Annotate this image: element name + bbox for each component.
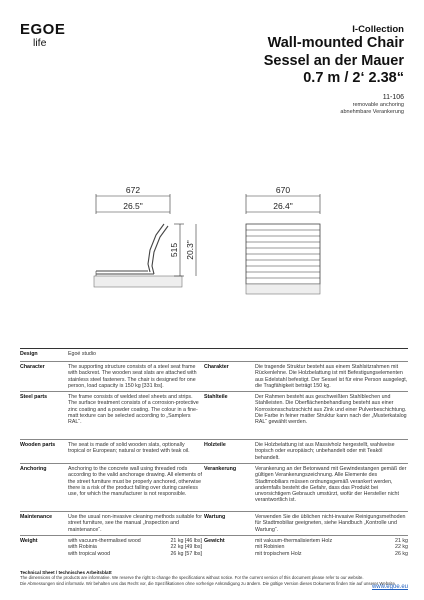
row-label-de: Verankerung xyxy=(204,466,237,472)
maintenance-row xyxy=(20,511,408,535)
note-en: removable anchoring xyxy=(352,101,404,108)
row-label-de: Holzteile xyxy=(204,442,226,448)
row-text-de: Der Rahmen besteht aus geschweißten Stahlblechen und Stahlleisten. Die Oberflächenbehandlung besteht aus einer Korrosionsschutzschicht aus Zink und einer Pulverbeschichtung. Die Farbe in feiner matter Struktur kann nach der „Musterkatalog RAL“ gewählt werden. xyxy=(255,394,407,426)
side-view xyxy=(94,194,196,287)
weight-item: mit vakuum-thermalisiertem Holz 21 kg xyxy=(255,538,408,544)
row-text-de: Die Holzbelattung ist aus Massivholz hergestellt, wahlweise tropisch oder europäisch; unbehandelt oder mit Teaköl behandelt. xyxy=(255,442,395,461)
side-width-mm: 672 xyxy=(125,185,141,195)
brand-name: EGOE xyxy=(20,21,66,38)
height-in: 20.3" xyxy=(185,240,195,260)
product-header xyxy=(144,24,404,116)
row-text-en: The frame consists of welded steel sheets and strips. The surface treatment consists of a corrosion-protective zinc coating and a powder coating. The colour in a fine-matt texture can be selected according to „Samplers RAL“. xyxy=(68,394,199,426)
brand-subname: life xyxy=(33,37,47,49)
note-de: abnehmbare Verankerung xyxy=(340,108,404,115)
row-text-en: The seat is made of solid wooden slats, optionally tropical or European; natural or treated with teak oil. xyxy=(68,442,190,455)
row-label-en: Anchoring xyxy=(20,466,47,472)
front-width-in: 26.4" xyxy=(273,201,293,211)
row-label-en: Wooden parts xyxy=(20,442,56,448)
weight-row xyxy=(20,535,408,562)
weight-label-de: Gewicht xyxy=(204,538,225,544)
height-mm: 515 xyxy=(169,242,179,258)
row-label-de: Charakter xyxy=(204,364,229,370)
front-width-mm: 670 xyxy=(275,185,291,195)
steel-row xyxy=(20,391,408,439)
row-text-de: Verankerung an der Betonwand mit Gewindestangen gemäß der gültigen Verankerungszeichnung. Alle Elemente des Stadtmobiliars müssen ordnungsgemäß verankert werden, andernfalls besteht die Gefahr, dass das Produkt bei unvorsichtigem Gebrauch umstürzt, wofür der Hersteller nicht verantwortlich ist. xyxy=(255,466,407,504)
brand-logo xyxy=(20,22,80,49)
row-label-en: Maintenance xyxy=(20,514,53,520)
row-label-en: Character xyxy=(20,364,45,370)
weight-item: with tropical wood 26 kg [57 lbs] xyxy=(68,550,202,557)
design-row xyxy=(20,348,408,361)
technical-drawing xyxy=(70,180,370,340)
weight-item: with Robinia 22 kg [49 lbs] xyxy=(68,544,202,551)
weight-item: with vacuum-thermalised wood 21 kg [46 lbs] xyxy=(68,538,202,544)
row-text-en: Use the usual non-invasive cleaning methods suitable for street furniture, see the manual „Inspection and maintenance“. xyxy=(68,514,202,533)
design-label: Design xyxy=(20,351,38,357)
weight-label-en: Weight xyxy=(20,538,38,544)
character-row xyxy=(20,361,408,391)
weight-list-en xyxy=(68,538,202,557)
row-text-en: The supporting structure consists of a steel seat frame with backrest. The wooden seat slats are attached with stainless steel fasteners. The chair is designed for one person, load capacity is 150 kg [331 lbs]. xyxy=(68,364,197,389)
website-link[interactable]: www.egoe.eu xyxy=(371,584,408,590)
side-width-in: 26.5" xyxy=(123,201,143,211)
anchoring-row xyxy=(20,463,408,511)
row-label-de: Stahlteile xyxy=(204,394,228,400)
spec-table xyxy=(20,348,408,562)
row-label-de: Wartung xyxy=(204,514,226,520)
weight-list-de xyxy=(255,538,408,557)
weight-item: mit tropischem Holz 26 kg xyxy=(255,550,408,557)
row-text-de: Verwenden Sie die üblichen nicht-invasive Reinigungsmethoden für Stadtmobiliar geeigneten, siehe Handbuch „Kontrolle und Wartung“. xyxy=(255,514,406,533)
row-text-de: Die tragende Struktur besteht aus einem Stahlsitzrahmen mit Rückenlehne. Die Holzbelattung ist mit Befestigungselementen aus Edelstahl befestigt. Der Sessel ist für eine Person ausgelegt, die Tragfähigkeit beträgt 150 kg. xyxy=(255,364,408,389)
row-label-en: Steel parts xyxy=(20,394,48,400)
footer xyxy=(20,570,408,586)
wood-row xyxy=(20,439,408,463)
weight-item: mit Robinien 22 kg xyxy=(255,544,408,551)
collection-name: I-Collection xyxy=(352,24,404,35)
footer-line-en: The dimensions of the products are informative. We reserve the right to change the specifications without notice. For the current version of this document please refer to our website. xyxy=(20,575,364,581)
product-title-de: Sessel an der Mauer xyxy=(263,52,404,69)
product-title-en: Wall-mounted Chair xyxy=(267,35,404,51)
design-value: Egoé studio xyxy=(68,351,96,357)
product-size: 0.7 m / 2‘ 2.38“ xyxy=(303,70,404,86)
footer-line-de: Die Abmessungen sind informativ. Wir behalten uns das Recht vor, die Spezifikationen ohne vorherige Ankündigung zu ändern. Die gültige Version dieses Dokuments finden Sie auf unserer Website. xyxy=(20,580,397,586)
row-text-en: Anchoring to the concrete wall using threaded rods according to the valid anchorage drawing. All elements of the street furniture must be properly anchored, otherwise there is a risk of the product falling over during careless use, for which the manufacturer is not responsible. xyxy=(68,466,202,498)
product-code: 11-106 xyxy=(382,93,404,101)
footer-title: Technical Sheet / technisches Arbeitsblatt xyxy=(20,570,112,575)
